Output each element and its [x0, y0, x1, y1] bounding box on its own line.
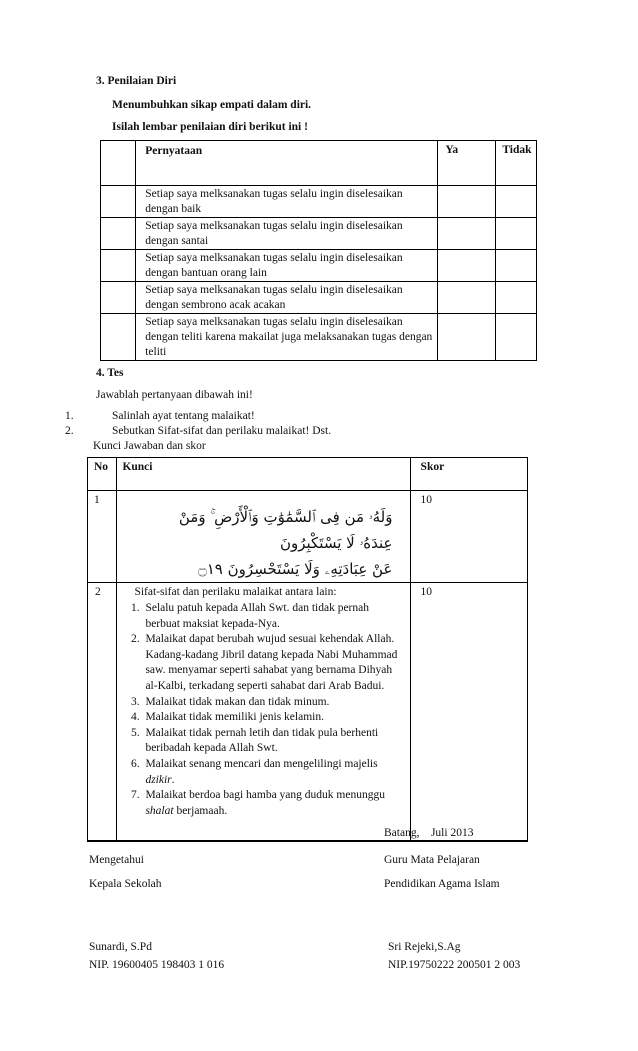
ya-cell[interactable]	[438, 250, 496, 282]
header-pernyataan: Pernyataan	[136, 141, 438, 186]
self-assessment-table	[100, 140, 537, 361]
arabic-verse	[142, 504, 392, 582]
sign-right-name: Sri Rejeki,S.Ag	[388, 941, 461, 953]
header-skor: Skor	[410, 458, 527, 491]
answer-list-cell	[117, 583, 410, 842]
list-item: 3. Malaikat tidak makan dan tidak minum.	[142, 695, 405, 711]
table-header-row	[101, 141, 537, 186]
sign-left-line1: Mengetahui	[89, 854, 144, 866]
sign-left-name: Sunardi, S.Pd	[89, 941, 152, 953]
section4-instruction: Jawablah pertanyaan dibawah ini!	[96, 389, 253, 401]
table-row	[88, 491, 528, 583]
answer-intro: Sifat-sifat dan perilaku malaikat antara lain:	[134, 586, 337, 598]
sign-right-line2: Pendidikan Agama Islam	[384, 878, 500, 890]
score-cell: 10	[410, 583, 527, 842]
sign-right-nip: NIP.19750222 200501 2 003	[388, 959, 521, 971]
question-text: Salinlah ayat tentang malaikat!	[112, 410, 255, 422]
arabic-verse-line: عَنْ عِبَادَتِهِۦ وَلَا يَسْتَحْسِرُونَ ۝١٩	[197, 560, 393, 578]
arabic-verse-line: وَلَهُۥ مَن فِى ٱلسَّمَٰوَٰتِ وَٱلْأَرْضِ ۚ وَمَنْ عِندَهُۥ لَا يَسْتَكْبِرُونَ	[178, 508, 393, 552]
tidak-cell[interactable]	[496, 314, 537, 361]
section3-title: 3. Penilaian Diri	[96, 75, 177, 87]
table-row	[88, 583, 528, 842]
row-number: 2	[88, 583, 117, 842]
answer-key-title: Kunci Jawaban dan skor	[93, 440, 206, 452]
list-item: 7. Malaikat berdoa bagi hamba yang duduk menunggu shalat berjamaah.	[142, 788, 405, 819]
question-number: 2.	[65, 425, 74, 437]
sign-right-line1: Guru Mata Pelajaran	[384, 854, 480, 866]
tidak-cell[interactable]	[496, 218, 537, 250]
table-row	[101, 186, 537, 218]
ya-cell[interactable]	[438, 314, 496, 361]
answer-list	[122, 601, 405, 819]
list-item: 4. Malaikat tidak memiliki jenis kelamin.	[142, 710, 405, 726]
statement-cell: Setiap saya melksanakan tugas selalu ingin diselesaikan dengan santai	[136, 218, 438, 250]
header-no: No	[88, 458, 117, 491]
header-tidak: Tidak	[496, 141, 537, 186]
tidak-cell[interactable]	[496, 282, 537, 314]
table-row	[101, 218, 537, 250]
list-item: 2. Malaikat dapat berubah wujud sesuai kehendak Allah. Kadang-kadang Jibril datang kepada Nabi Muhammad saw. menyamar seperti sahabat yang bernama Dihyah al-Kalbi, terkadang seperti sahabat dari Arab Badui.	[142, 632, 405, 694]
statement-cell: Setiap saya melksanakan tugas selalu ingin diselesaikan dengan baik	[136, 186, 438, 218]
ya-cell[interactable]	[438, 282, 496, 314]
section3-line1: Menumbuhkan sikap empati dalam diri.	[112, 99, 312, 111]
statement-cell: Setiap saya melksanakan tugas selalu ingin diselesaikan dengan teliti karena makailat juga melaksanakan tugas dengan teliti	[136, 314, 438, 361]
section4-title: 4. Tes	[96, 367, 124, 379]
table-header-row	[88, 458, 528, 491]
row-number: 1	[88, 491, 117, 583]
question-text: Sebutkan Sifat-sifat dan perilaku malaikat! Dst.	[112, 425, 332, 437]
tidak-cell[interactable]	[496, 250, 537, 282]
question-number: 1.	[65, 410, 74, 422]
header-kunci: Kunci	[117, 458, 410, 491]
ya-cell[interactable]	[438, 186, 496, 218]
statement-cell: Setiap saya melksanakan tugas selalu ingin diselesaikan dengan bantuan orang lain	[136, 250, 438, 282]
tidak-cell[interactable]	[496, 186, 537, 218]
place-date: Batang, Juli 2013	[384, 827, 474, 839]
table-row	[101, 250, 537, 282]
arabic-verse-cell	[117, 491, 410, 583]
sign-left-nip: NIP. 19600405 198403 1 016	[89, 959, 225, 971]
table-row	[101, 314, 537, 361]
list-item: 1. Selalu patuh kepada Allah Swt. dan tidak pernah berbuat maksiat kepada-Nya.	[142, 601, 405, 632]
sign-left-line2: Kepala Sekolah	[89, 878, 162, 890]
table-row	[101, 282, 537, 314]
header-ya: Ya	[438, 141, 496, 186]
ya-cell[interactable]	[438, 218, 496, 250]
statement-cell: Setiap saya melksanakan tugas selalu ingin diselesaikan dengan sembrono acak acakan	[136, 282, 438, 314]
answer-key-table	[87, 457, 528, 842]
score-cell: 10	[410, 491, 527, 583]
list-item: 6. Malaikat senang mencari dan mengelilingi majelis dzikir.	[142, 757, 405, 788]
section3-line2: Isilah lembar penilaian diri berikut ini !	[112, 121, 308, 133]
list-item: 5. Malaikat tidak pernah letih dan tidak pula berhenti beribadah kepada Allah Swt.	[142, 726, 405, 757]
